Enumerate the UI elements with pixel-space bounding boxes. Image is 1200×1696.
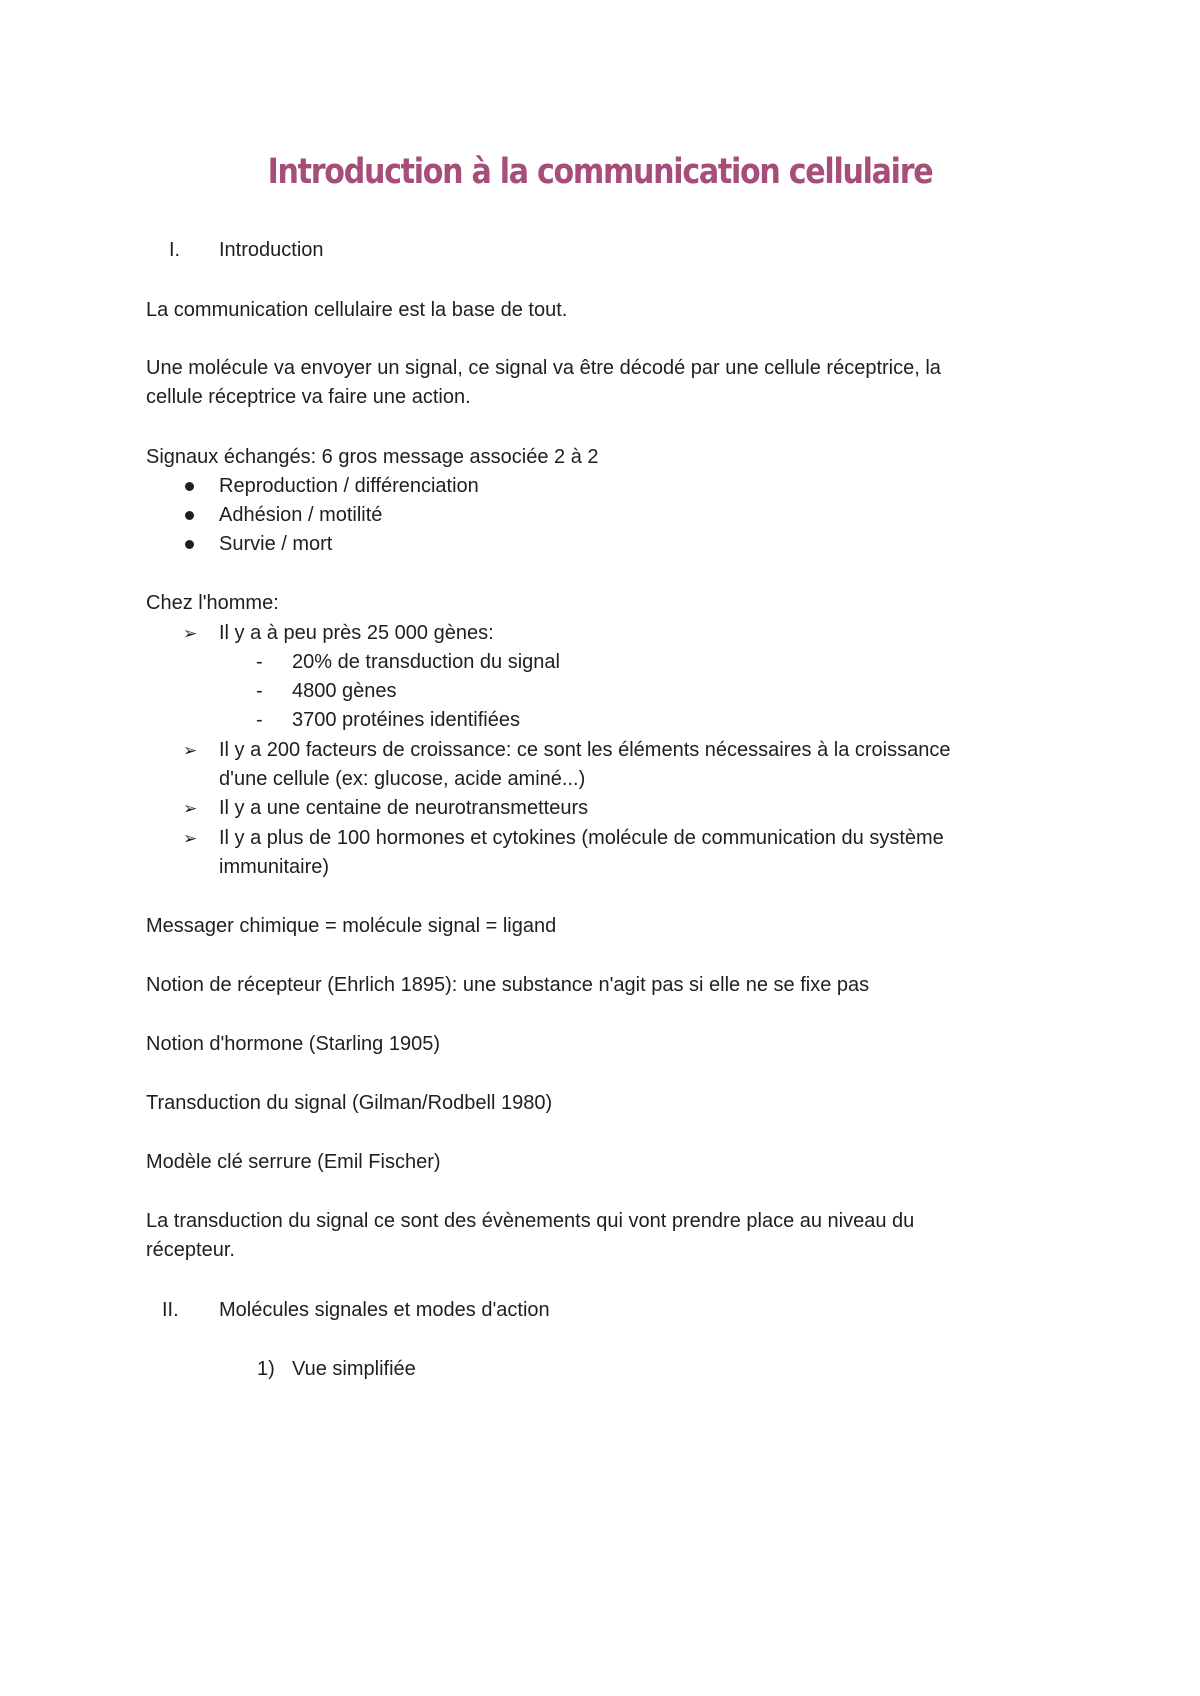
signal-list-item: Survie / mort bbox=[219, 533, 333, 555]
subsection-1-number: 1) bbox=[257, 1358, 275, 1380]
chez-homme-item-4-line-2: immunitaire) bbox=[219, 856, 330, 878]
arrow-bullet-icon: ➢ bbox=[183, 624, 198, 643]
bullet-icon bbox=[185, 511, 194, 520]
subitem-1: 20% de transduction du signal bbox=[292, 651, 560, 673]
section-1-number: I. bbox=[169, 239, 181, 261]
subsection-1-heading: Vue simplifiée bbox=[292, 1358, 416, 1380]
note-hormone: Notion d'hormone (Starling 1905) bbox=[146, 1033, 440, 1055]
arrow-bullet-icon: ➢ bbox=[183, 829, 198, 848]
note-modele: Modèle clé serrure (Emil Fischer) bbox=[146, 1151, 441, 1173]
section-2-heading: Molécules signales et modes d'action bbox=[219, 1299, 550, 1321]
section-2-number: II. bbox=[162, 1299, 179, 1321]
subitem-2: 4800 gènes bbox=[292, 680, 397, 702]
chez-homme-item-4-line-1: Il y a plus de 100 hormones et cytokines (molécule de communication du système bbox=[219, 827, 944, 849]
dash-bullet-icon: - bbox=[256, 709, 263, 731]
note-final-line-2: récepteur. bbox=[146, 1239, 235, 1261]
note-transduction: Transduction du signal (Gilman/Rodbell 1980) bbox=[146, 1092, 553, 1114]
signal-list-item: Reproduction / différenciation bbox=[219, 475, 479, 497]
chez-homme-intro: Chez l'homme: bbox=[146, 592, 279, 614]
note-recepteur: Notion de récepteur (Ehrlich 1895): une substance n'agit pas si elle ne se fixe pas bbox=[146, 974, 870, 996]
document-title: Introduction à la communication cellulaire bbox=[267, 152, 933, 192]
paragraph-2-line-1: Une molécule va envoyer un signal, ce signal va être décodé par une cellule réceptrice, la bbox=[146, 357, 941, 379]
chez-homme-item-3: Il y a une centaine de neurotransmetteurs bbox=[219, 797, 589, 819]
bullet-icon bbox=[185, 482, 194, 491]
paragraph-3: Signaux échangés: 6 gros message associée 2 à 2 bbox=[146, 446, 599, 468]
note-final-line-1: La transduction du signal ce sont des évènements qui vont prendre place au niveau du bbox=[146, 1210, 915, 1232]
signal-list-item: Adhésion / motilité bbox=[219, 504, 383, 526]
paragraph-1: La communication cellulaire est la base de tout. bbox=[146, 299, 568, 321]
chez-homme-item-1: Il y a à peu près 25 000 gènes: bbox=[219, 622, 494, 644]
section-1-heading: Introduction bbox=[219, 239, 324, 261]
dash-bullet-icon: - bbox=[256, 651, 263, 673]
note-messager: Messager chimique = molécule signal = ligand bbox=[146, 915, 557, 937]
paragraph-2-line-2: cellule réceptrice va faire une action. bbox=[146, 386, 471, 408]
chez-homme-item-2-line-2: d'une cellule (ex: glucose, acide aminé...) bbox=[219, 768, 586, 790]
arrow-bullet-icon: ➢ bbox=[183, 741, 198, 760]
subitem-3: 3700 protéines identifiées bbox=[292, 709, 520, 731]
chez-homme-item-2-line-1: Il y a 200 facteurs de croissance: ce sont les éléments nécessaires à la croissance bbox=[219, 739, 951, 761]
arrow-bullet-icon: ➢ bbox=[183, 799, 198, 818]
dash-bullet-icon: - bbox=[256, 680, 263, 702]
bullet-icon bbox=[185, 540, 194, 549]
